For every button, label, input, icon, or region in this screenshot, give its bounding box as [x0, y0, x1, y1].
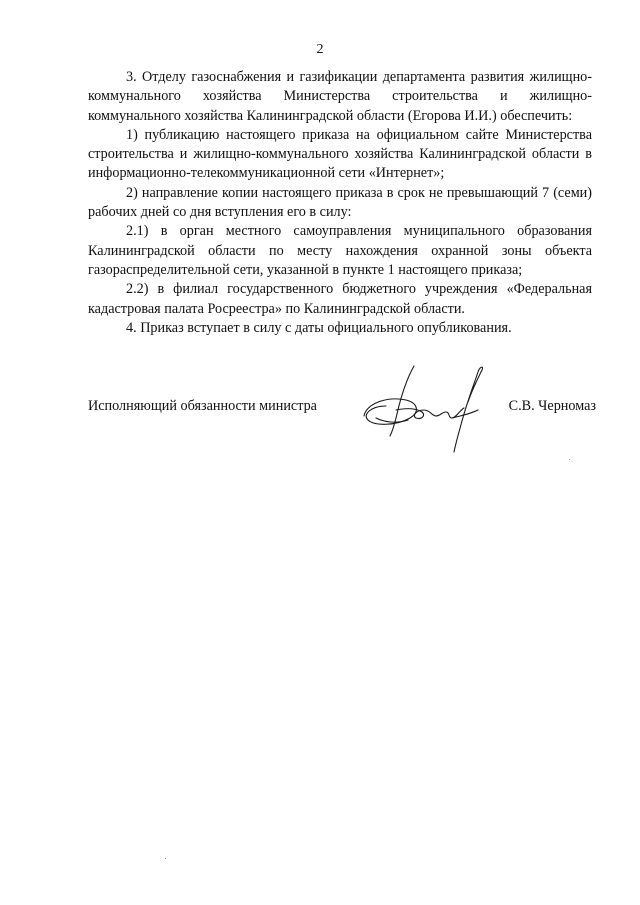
paragraph-item-3-2-2: 2.2) в филиал государственного бюджетного учреждения «Федеральная кадастровая палата Росреестра» по Калининградской области. — [88, 281, 592, 317]
handwritten-signature — [356, 360, 506, 460]
paragraph-item-3: 3. Отделу газоснабжения и газификации департамента развития жилищно-коммунального хозяйства Министерства строительства и жилищно-коммунального хозяйства Калининградской области (Егорова И.И.) обеспечить: — [88, 69, 592, 124]
paragraph-item-4: 4. Приказ вступает в силу с даты официального опубликования. — [126, 319, 512, 336]
page-number: 2 — [316, 42, 324, 57]
signatory-position: Исполняющий обязанности министра — [88, 398, 317, 414]
scan-speck — [569, 459, 570, 460]
signatory-name: С.В. Черномаз — [508, 398, 596, 414]
paragraph-item-3-1: 1) публикацию настоящего приказа на официальном сайте Министерства строительства и жилищно-коммунального хозяйства Калининградской области в информационно-телекоммуникационной сети «Интернет»; — [88, 126, 592, 182]
signature-block — [88, 398, 596, 458]
paragraph-item-3-2: 2) направление копии настоящего приказа в срок не превышающий 7 (семи) рабочих дней со дня вступления его в силу: — [88, 184, 592, 221]
scan-speck — [165, 858, 166, 859]
paragraph-item-3-2-1: 2.1) в орган местного самоуправления муниципального образования Калининградской области по месту нахождения охранной зоны объекта газораспределительной сети, указанной в пункте 1 настоящего приказа; — [88, 223, 592, 278]
document-body — [88, 68, 592, 338]
